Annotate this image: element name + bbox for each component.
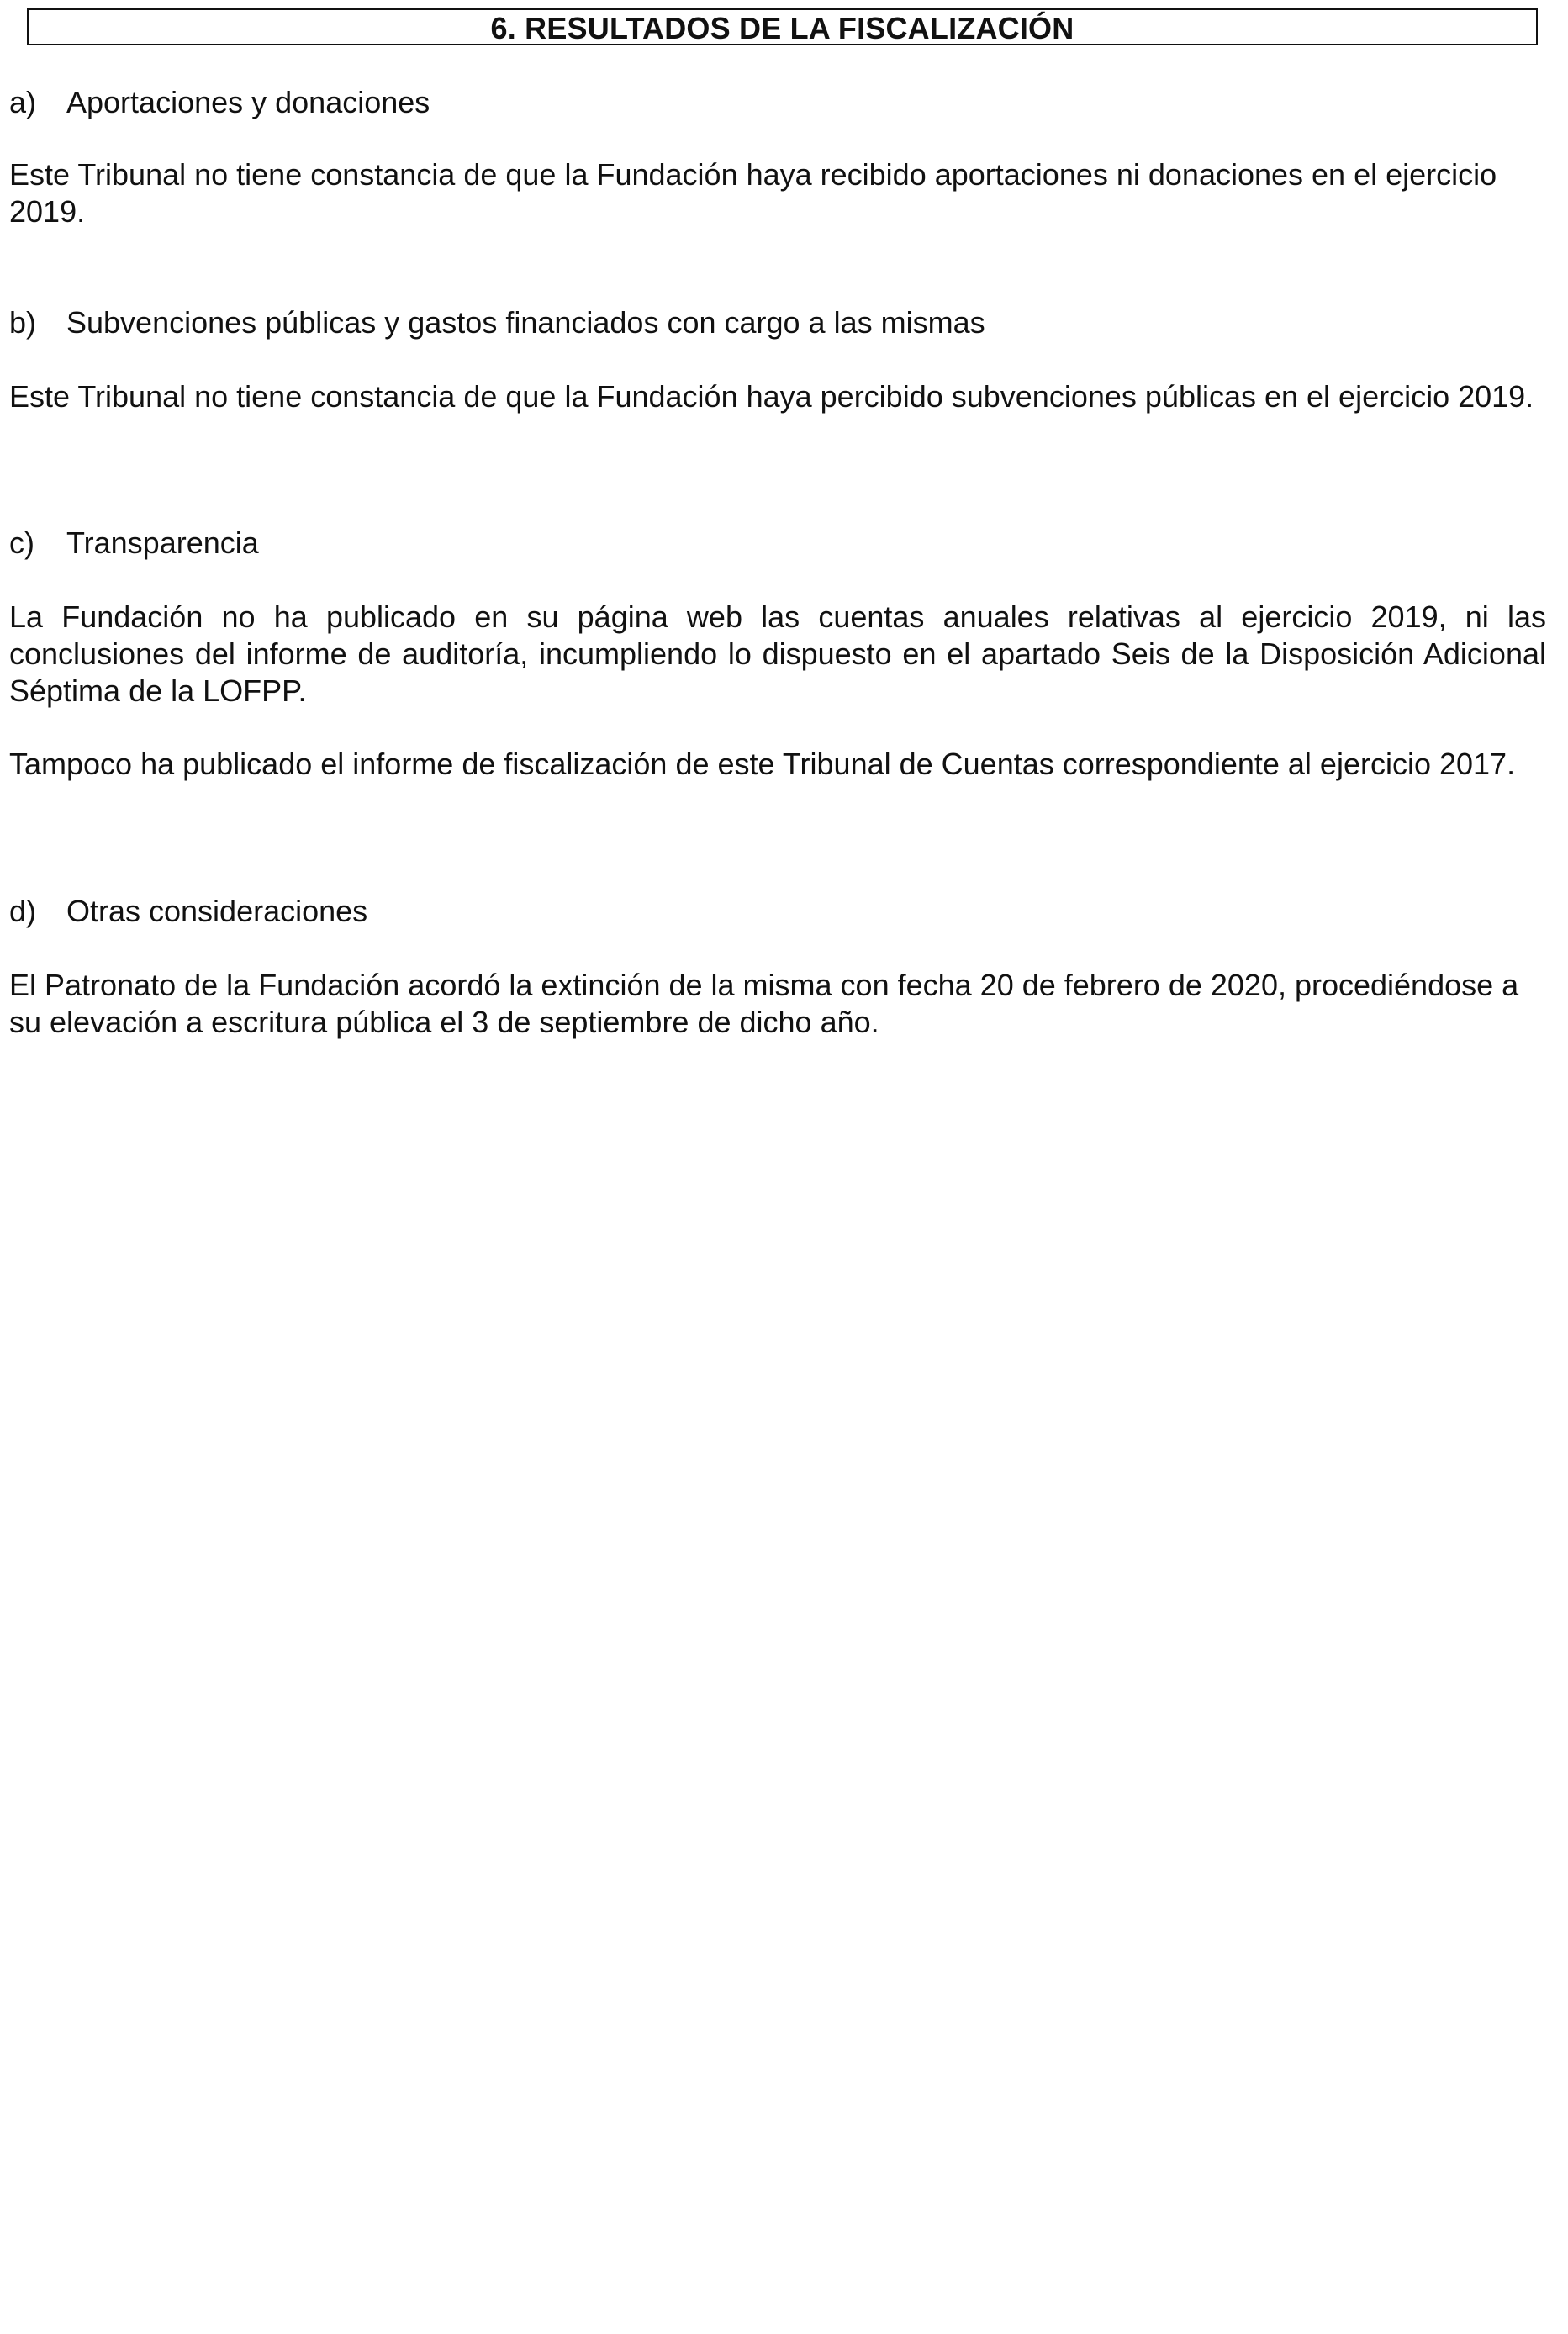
section-d-title: Otras consideraciones (66, 894, 368, 928)
section-a-letter: a) (9, 85, 37, 119)
section-b-title: Subvenciones públicas y gastos financiados con cargo a las mismas (66, 305, 985, 340)
section-b-letter: b) (9, 305, 37, 340)
section-c-heading (9, 525, 259, 562)
section-d-letter: d) (9, 894, 37, 928)
section-a-title: Aportaciones y donaciones (66, 85, 430, 119)
section-title-box (27, 8, 1538, 45)
section-c-paragraph-1: La Fundación no ha publicado en su página web las cuentas anuales relativas al ejercicio 2019, ni las conclusiones del informe de auditoría, incumpliendo lo dispuesto en el apartado Seis de la Disposición Adicional Séptima de la LOFPP. (9, 599, 1546, 708)
section-title: 6. RESULTADOS DE LA FISCALIZACIÓN (490, 11, 1074, 45)
section-d-paragraph-1: El Patronato de la Fundación acordó la extinción de la misma con fecha 20 de febrero de 2020, procediéndose a su elevación a escritura pública el 3 de septiembre de dicho año. (9, 968, 1519, 1039)
section-a-heading (9, 84, 430, 121)
section-c-title: Transparencia (66, 525, 259, 560)
section-b-heading (9, 304, 985, 341)
section-d-heading (9, 893, 367, 930)
section-b-paragraph-1: Este Tribunal no tiene constancia de que la Fundación haya percibido subvenciones públicas en el ejercicio 2019. (9, 379, 1534, 414)
section-c-paragraph-2: Tampoco ha publicado el informe de fiscalización de este Tribunal de Cuentas correspondiente al ejercicio 2017. (9, 747, 1516, 781)
section-c-letter: c) (9, 525, 34, 560)
section-a-paragraph-1: Este Tribunal no tiene constancia de que la Fundación haya recibido aportaciones ni donaciones en el ejercicio 2019. (9, 157, 1497, 229)
